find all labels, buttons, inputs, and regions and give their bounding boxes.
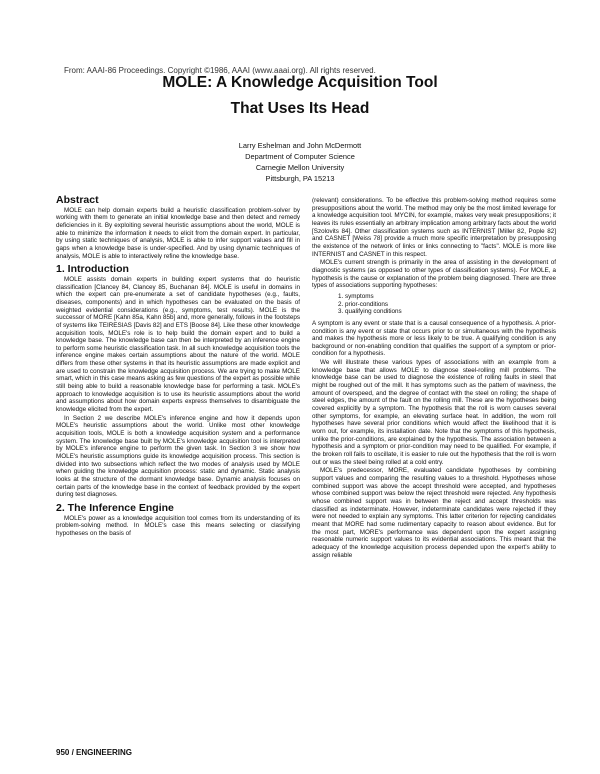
- author-university: Carnegie Mellon University: [255, 163, 345, 172]
- list-item: 3. qualifying conditions: [338, 308, 402, 316]
- paper-title-line-2: That Uses Its Head: [230, 100, 370, 117]
- inference-engine-heading: 2. The Inference Engine: [56, 501, 174, 514]
- intro-paragraph-2: In Section 2 we describe MOLE's inference engine and how it depends upon MOLE's heuristic assumptions about the world. Unlike most other knowledge acquisition tools, MOLE is both a knowledge acquisition system and a performance system. The knowledge base built by MOLE's knowledge acquisition tool is interpreted by MOLE's inference engine to perform the given task. In Section 3 we show how MOLE's heuristic assumptions guide its knowledge acquisition process. This section is divided into two subsections which reflect the two modes of analysis used by MOLE when guiding the knowledge acquisition process: static and dynamic. Static analysis looks at the structure of the dormant knowledge base. Dynamic analysis focuses on certain parts of the knowledge base in the context of feedback provided by the expert during test diagnoses.: [56, 414, 300, 499]
- inference-engine-paragraph-1: MOLE's power as a knowledge acquisition tool comes from its understanding of its problem-solving method. In MOLE's case this means selecting or classifying hypotheses on the basis of: [56, 514, 300, 537]
- association-types-list: [312, 293, 556, 316]
- abstract-text: MOLE can help domain experts build a heuristic classification problem-solver by working with them to generate an initial knowledge base and then detect and remedy deficiencies in it. By exploiting several heuristic assumptions about the world, MOLE is able to minimize the information it needs to elicit from the domain expert. In particular, by using static techniques of analysis, MOLE is able to infer support values and fill in gaps when a knowledge base is under-specified. And by using dynamic techniques of analysis, MOLE is able to interactively refine the knowledge base.: [56, 206, 300, 260]
- intro-heading: 1. Introduction: [56, 263, 129, 276]
- right-paragraph-3: A symptom is any event or state that is a causal consequence of a hypothesis. A prior-condition is any event or state that occurs prior to or simultaneous with the hypothesis and makes the hypothesis more or less likely to be true. A qualifying condition is any background or non-enabling condition that qualifies the support of a symptom or prior-condition for a hypothesis.: [312, 319, 556, 358]
- right-paragraph-1: (relevant) considerations. To be effective this problem-solving method requires some presuppositions about the world. The method may only be the most limited leverage for a knowledge acquisition tool. MYCIN, for example, makes very weak presuppositions; it leaves its rules essentially an arbitrary implication among arbitrary facts about the world [Szolovits 84]. Other classification systems such as INTERNIST [Miller 82, Pople 82] and CASNET [Weiss 78] provide a much more specific interpretation by presupposing the existence of the network of links or links connecting to "facts". MOLE is more like INTERNIST and CASNET in this respect.: [312, 197, 556, 258]
- intro-paragraph-1: MOLE assists domain experts in building expert systems that do heuristic classification [Clancey 84, Clancey 85, Buchanan 84]. MOLE is useful in domains in which the expert can pre-enumerate a set of candidate hypotheses (e.g., faults, diseases, components) and in which hypotheses can be evaluated on the basis of weighted evidential considerations (e.g., symptoms, test results). MOLE is the successor of MORE [Kahn 85a, Kahn 85b] and, more generally, follows in the footsteps of systems like TEIRESIAS [Davis 82] and ETS [Boose 84]. Like these other knowledge acquisition tools, MOLE's role is to help build the domain expert and to build a knowledge base. The knowledge base can then be interpreted by an inference engine to perform some heuristic classification task. In all such knowledge acquisition tools the inference engine makes certain assumptions about the nature of the world. MOLE differs from these other systems in that its heuristic assumptions are made explicit and are used to constrain the knowledge acquisition process. We are trying to make MOLE smart, which in this case means asking as few questions of the expert as possible while still being able to build a reasonable knowledge base for performing a task. MOLE's approach to knowledge acquisition is to use its heuristic assumptions about the world and assumptions about how domain experts express themselves to disambiguate the knowledge elicited from the expert.: [56, 275, 300, 414]
- author-department: Department of Computer Science: [245, 152, 355, 161]
- paper-title-line-1: MOLE: A Knowledge Acquisition Tool: [162, 74, 438, 91]
- abstract-heading: Abstract: [56, 194, 99, 206]
- right-paragraph-5: MOLE's predecessor, MORE, evaluated candidate hypotheses by combining support values and comparing the resulting values to a threshold. Hypotheses whose combined support was above the accept threshold were accepted, and hypotheses whose combined support was below the reject threshold were rejected. Any hypothesis whose combined support was in between the reject and accept thresholds was classified as indeterminate. However, indeterminate candidates were rejected if they were not needed to explain any symptoms. This latter criterion for rejecting candidates meant that MORE had some rudimentary capacity to reason about evidence. But for the most part, MORE's performance was dependent upon the expert assigning reasonable numeric support values to its evidential associations. This meant that the adequacy of the knowledge acquisition process depended upon the expert's ability to assign reliable: [312, 467, 556, 559]
- list-item: 2. prior-conditions: [338, 300, 389, 308]
- author-block: [0, 140, 600, 184]
- copyright-notice: From: AAAI-86 Proceedings. Copyright ©1986, AAAI (www.aaai.org). All rights reserved.: [64, 66, 376, 75]
- author-city: Pittsburgh, PA 15213: [265, 174, 335, 183]
- page-footer: 950 / ENGINEERING: [56, 748, 133, 757]
- author-names: Larry Eshelman and John McDermott: [238, 141, 362, 150]
- right-column: [312, 197, 556, 560]
- left-column: [56, 194, 300, 539]
- right-paragraph-4: We will illustrate these various types of associations with an example from a knowledge base that allows MOLE to diagnose steel-rolling mill problems. The knowledge base can be used to diagnose the existence of rolling faults in steel that might be roughed out of the mill. It has symptoms such as the pattern of waviness, the amount of overspeed, and the degree of contact with the steel on rolling; the shape of steel edges, the amount of the fault on the rolling mill. These are the hypotheses being covered explicitly by a symptom. The hypothesis that the roll is worn causes several other symptoms, for example, an elevating surface heat. In addition, the worn roll hypotheses have several prior conditions which would affect the likelihood that it is worn out, for example, its installation date. Note that the symptoms of this hypothesis, unlike the prior-conditions, are explained by the hypothesis. The association between a hypothesis and a symptom or prior-condition may need to be qualified. For example, if the broken roll fails to oscillate, it is easier to rule out the hypothesis that the roll is worn out or was the steel being rolled at a cold entry.: [312, 359, 556, 466]
- list-item: 1. symptoms: [338, 292, 374, 300]
- right-paragraph-2: MOLE's current strength is primarily in the area of assisting in the development of diagnostic systems (as opposed to other types of classification systems). For MOLE, a hypothesis is the cause or explanation of the problem being diagnosed. There are three types of associations supporting hypotheses:: [312, 259, 556, 290]
